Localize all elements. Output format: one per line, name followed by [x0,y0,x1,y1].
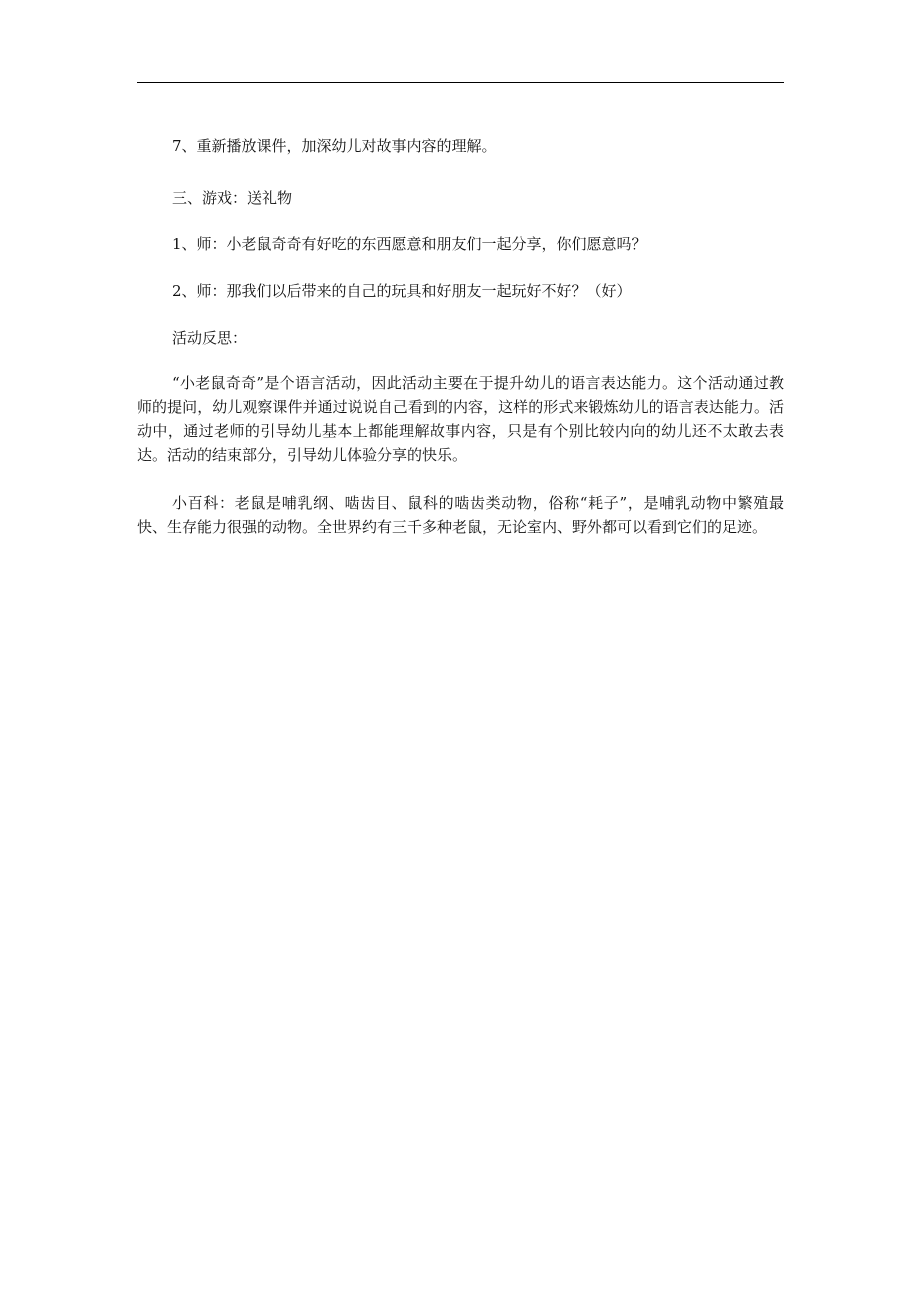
reflection-paragraph: “小老鼠奇奇”是个语言活动，因此活动主要在于提升幼儿的语言表达能力。这个活动通过教师的提问，幼儿观察课件并通过说说自己看到的内容，这样的形式来锻炼幼儿的语言表达能力。活动中，通过老师的引导幼儿基本上都能理解故事内容，只是有个别比较内向的幼儿还不太敢去表达。活动的结束部分，引导幼儿体验分享的快乐。 [137,374,784,464]
step-7-line: 7、重新播放课件，加深幼儿对故事内容的理解。 [172,137,497,155]
game-step-1-line: 1、师：小老鼠奇奇有好吃的东西愿意和朋友们一起分享，你们愿意吗？ [172,235,647,253]
header-rule [137,82,784,83]
game-step-2-line: 2、师：那我们以后带来的自己的玩具和好朋友一起玩好不好？（好） [172,282,632,300]
section-heading-game: 三、游戏：送礼物 [172,189,293,207]
encyclopedia-paragraph: 小百科：老鼠是哺乳纲、啮齿目、鼠科的啮齿类动物，俗称“耗子”，是哺乳动物中繁殖最快、生存能力很强的动物。全世界约有三千多种老鼠，无论室内、野外都可以看到它们的足迹。 [137,494,784,536]
reflection-heading: 活动反思： [172,329,248,347]
